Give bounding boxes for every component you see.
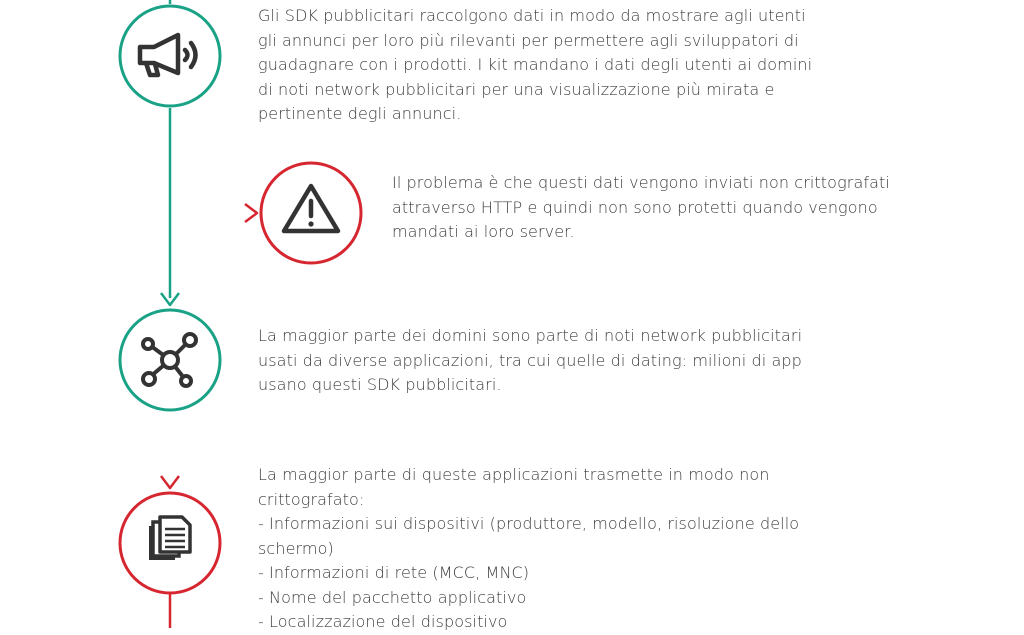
step-1-text [258,4,812,127]
step-2-text [392,171,890,245]
text-line: Gli SDK pubblicitari raccolgono dati in modo da mostrare agli utenti [258,6,806,25]
text-line: di noti network pubblicitari per una visualizzazione più mirata e [258,79,775,99]
text-line: La maggior parte dei domini sono parte di noti network pubblicitari [258,326,803,345]
text-line: schermo) [258,538,334,558]
text-line: guadagnare con i prodotti. I kit mandano i dati degli utenti ai domini [258,55,813,74]
text-line: Il problema è che questi dati vengono inviati non crittografati [392,173,890,192]
step-4-text [258,463,799,635]
text-line: gli annunci per loro più rilevanti per permettere agli sviluppatori di [258,30,799,50]
text-line: - Localizzazione del dispositivo [258,612,508,631]
text-line: - Informazioni di rete (MCC, MNC) [258,563,530,582]
text-line: usati da diverse applicazioni, tra cui quelle di dating: milioni di app [258,350,802,370]
text-line: La maggior parte di queste applicazioni trasmette in modo non [258,465,770,484]
text-line: - Nome del pacchetto applicativo [258,587,527,607]
step-3-text [258,324,802,398]
text-line: pertinente degli annunci. [258,104,462,123]
documents-icon [149,517,190,560]
text-line: mandati ai loro server. [392,222,575,241]
text-line: attraverso HTTP e quindi non sono protetti quando vengono [392,197,878,217]
step-circle-megaphone [120,6,220,106]
text-line: usano questi SDK pubblicitari. [258,375,502,394]
text-line: - Informazioni sui dispositivi (produttore, modello, risoluzione dello [258,514,800,533]
text-line: crittografato: [258,489,365,509]
